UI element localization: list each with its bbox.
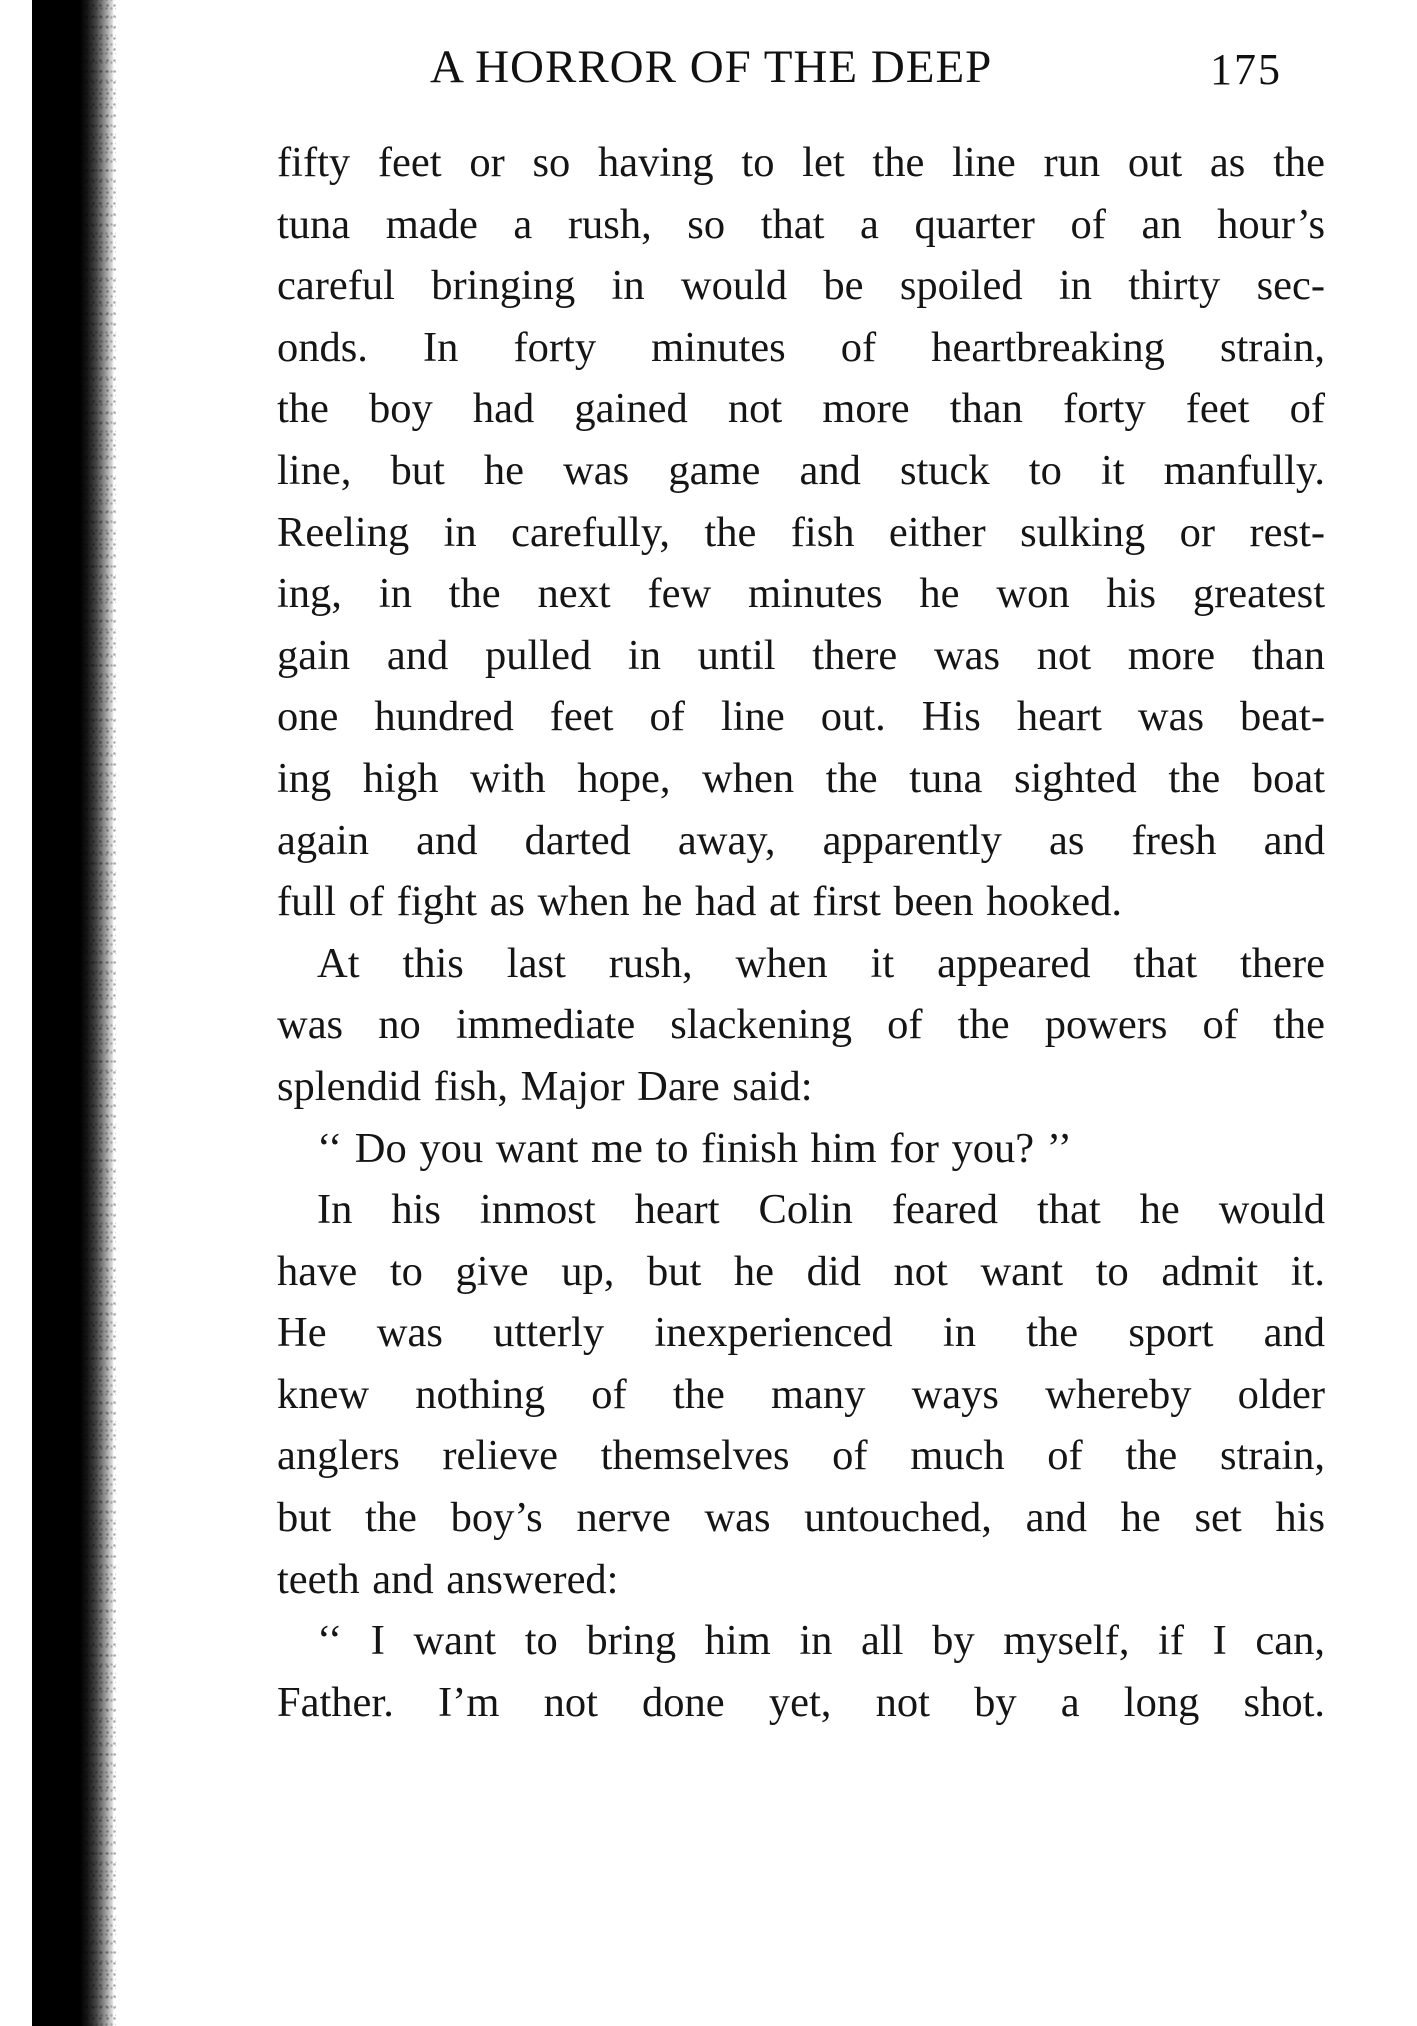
text-line: gain and pulled in until there was not more than (277, 631, 1325, 679)
text-line: line, but he was game and stuck to it manfully. (277, 446, 1325, 494)
text-line: again and darted away, apparently as fresh and (277, 816, 1325, 864)
text-line: teeth and answered: (277, 1555, 619, 1603)
page-header (430, 40, 1340, 100)
scan-speckle-texture (76, 0, 116, 2026)
text-line: fifty feet or so having to let the line run out as the (277, 139, 1325, 186)
text-line: but the boy’s nerve was untouched, and he set his (277, 1494, 1325, 1542)
text-line: anglers relieve themselves of much of the strain, (277, 1432, 1325, 1480)
text-line: one hundred feet of line out. His heart was beat- (277, 693, 1325, 741)
text-line: have to give up, but he did not want to admit it. (277, 1247, 1325, 1295)
text-line: the boy had gained not more than forty feet of (277, 385, 1325, 433)
text-line: ing, in the next few minutes he won his greatest (277, 570, 1325, 618)
text-line: knew nothing of the many ways whereby older (277, 1370, 1325, 1418)
text-line: Reeling in carefully, the fish either sulking or rest- (277, 508, 1325, 556)
text-line: ing high with hope, when the tuna sighted the boat (277, 754, 1325, 802)
body-text (277, 132, 1325, 1733)
dialogue-line: ‘‘ I want to bring him in all by myself, if I can, (317, 1617, 1325, 1665)
paragraph-first-line: At this last rush, when it appeared that there (317, 939, 1325, 987)
text-line: onds. In forty minutes of heartbreaking strain, (277, 323, 1325, 371)
paragraph-first-line: In his inmost heart Colin feared that he would (317, 1186, 1325, 1234)
dialogue-line: ‘‘ Do you want me to finish him for you? ’’ (317, 1124, 1072, 1172)
running-head: A HORROR OF THE DEEP (430, 41, 993, 93)
text-line: Father. I’m not done yet, not by a long shot. (277, 1678, 1325, 1726)
page-number: 175 (1210, 45, 1282, 94)
text-line: was no immediate slackening of the powers of the (277, 1001, 1325, 1049)
text-line: He was utterly inexperienced in the sport and (277, 1309, 1325, 1357)
text-line: careful bringing in would be spoiled in thirty sec- (277, 262, 1325, 310)
text-line: full of fight as when he had at first been hooked. (277, 878, 1122, 926)
text-line: tuna made a rush, so that a quarter of an hour’s (277, 200, 1325, 248)
text-line: splendid fish, Major Dare said: (277, 1062, 813, 1110)
